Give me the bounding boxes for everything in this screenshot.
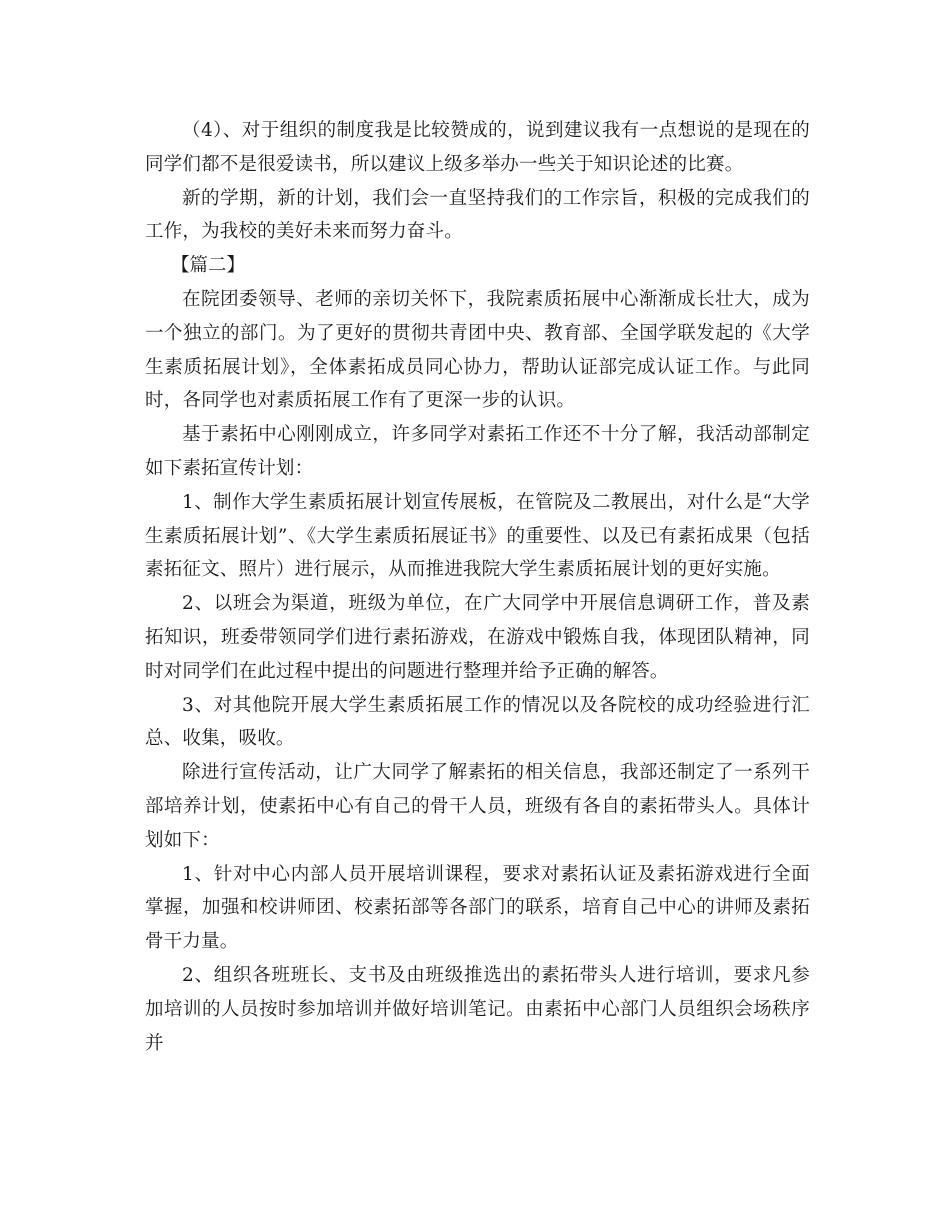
paragraph-training-plan-intro: 除进行宣传活动，让广大同学了解素拓的相关信息，我部还制定了一系列干部培养计划，使素拓中心有自己的骨干人员，班级有各自的素拓带头人。具体计划如下： — [145, 762, 810, 851]
paragraph-publicity-item-2: 2、以班会为渠道，班级为单位，在广大同学中开展信息调研工作，普及素拓知识，班委带领同学们进行素拓游戏，在游戏中锻炼自我，体现团队精神，同时对同学们在此过程中提出的问题进行整理并给予正确的解答。 — [145, 593, 810, 682]
paragraph-training-item-2: 2、组织各班班长、支书及由班级推选出的素拓带头人进行培训，要求凡参加培训的人员按时参加培训并做好培训笔记。由素拓中心部门人员组织会场秩序并 — [145, 964, 810, 1054]
paragraph-publicity-item-3: 3、对其他院开展大学生素质拓展工作的情况以及各院校的成功经验进行汇总、收集，吸收。 — [145, 694, 810, 750]
document-body — [145, 114, 810, 1060]
paragraph-new-semester: 新的学期，新的计划，我们会一直坚持我们的工作宗旨，积极的完成我们的工作，为我校的美好未来而努力奋斗。 — [145, 187, 810, 243]
section-heading-part-two: 【篇二】 — [171, 255, 246, 277]
paragraph-publicity-plan-intro: 基于素拓中心刚刚成立，许多同学对素拓工作还不十分了解，我活动部制定如下素拓宣传计划： — [145, 424, 810, 479]
paragraph-organization-suggestion: （4）、对于组织的制度我是比较赞成的，说到建议我有一点想说的是现在的同学们都不是很爱读书，所以建议上级多举办一些关于知识论述的比赛。 — [145, 120, 810, 175]
paragraph-publicity-item-1: 1、制作大学生素质拓展计划宣传展板，在管院及二教展出，对什么是“大学生素质拓展计划”、《大学生素质拓展证书》的重要性、以及已有素拓成果（包括素拓征文、照片）进行展示，从而推进我院大学生素质拓展计划的更好实施。 — [145, 491, 810, 581]
paragraph-intro-center: 在院团委领导、老师的亲切关怀下，我院素质拓展中心渐渐成长壮大，成为一个独立的部门。为了更好的贯彻共青团中央、教育部、全国学联发起的《大学生素质拓展计划》，全体素拓成员同心协力，帮助认证部完成认证工作。与此同时，各同学也对素质拓展工作有了更深一步的认识。 — [145, 288, 810, 412]
paragraph-training-item-1: 1、针对中心内部人员开展培训课程，要求对素拓认证及素拓游戏进行全面掌握，加强和校讲师团、校素拓部等各部门的联系，培育自己中心的讲师及素拓骨干力量。 — [145, 863, 810, 953]
